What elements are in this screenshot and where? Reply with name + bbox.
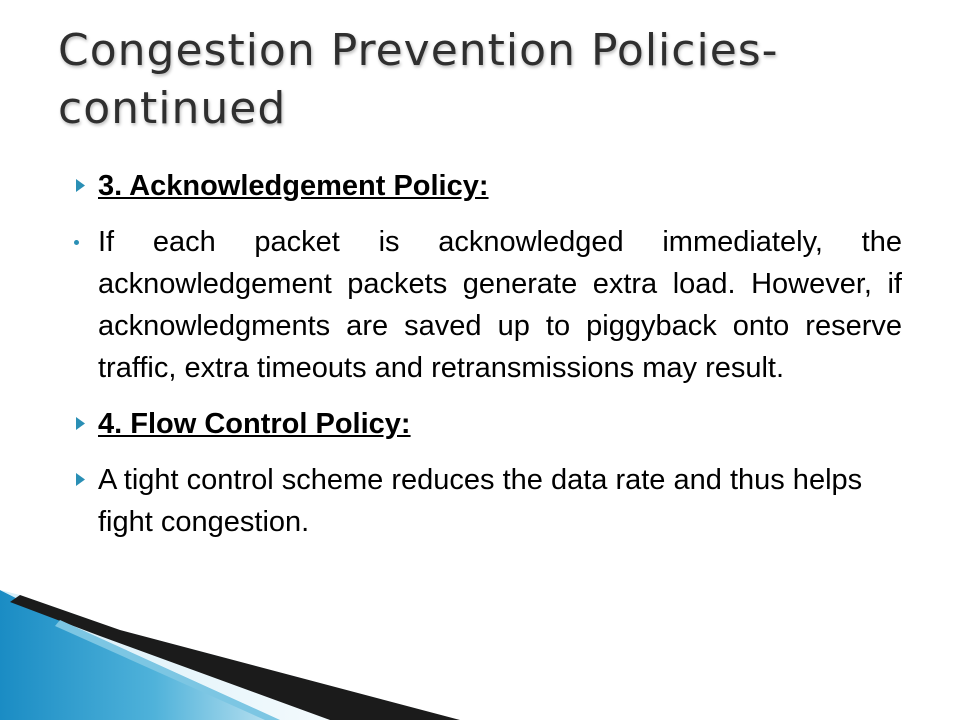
triangle-right-icon bbox=[72, 403, 92, 445]
list-item-acknowledgement-heading bbox=[70, 165, 902, 207]
flow-control-policy-text: A tight control scheme reduces the data rate and thus helps fight congestion. bbox=[98, 464, 863, 538]
acknowledgement-policy-text: If each packet is acknowledged immediately, the acknowledgement packets generate extra load. However, if acknowledgments are saved up to piggyback onto reserve traffic, extra timeouts and retransmissions may result. bbox=[98, 226, 902, 384]
list-item-flow-control-heading bbox=[70, 403, 902, 445]
decorative-swoosh bbox=[0, 590, 460, 720]
acknowledgement-policy-heading: 3. Acknowledgement Policy: bbox=[98, 170, 489, 202]
slide-title bbox=[58, 22, 918, 138]
triangle-right-icon bbox=[72, 459, 92, 501]
triangle-right-icon bbox=[72, 165, 92, 207]
title-line-2: continued bbox=[58, 83, 287, 134]
dot-icon bbox=[74, 240, 79, 245]
bullet-list bbox=[70, 165, 902, 543]
flow-control-policy-heading: 4. Flow Control Policy: bbox=[98, 408, 411, 440]
list-item-flow-control-detail bbox=[70, 459, 902, 543]
title-line-1: Congestion Prevention Policies- bbox=[58, 25, 779, 76]
list-item-acknowledgement-detail bbox=[70, 221, 902, 389]
